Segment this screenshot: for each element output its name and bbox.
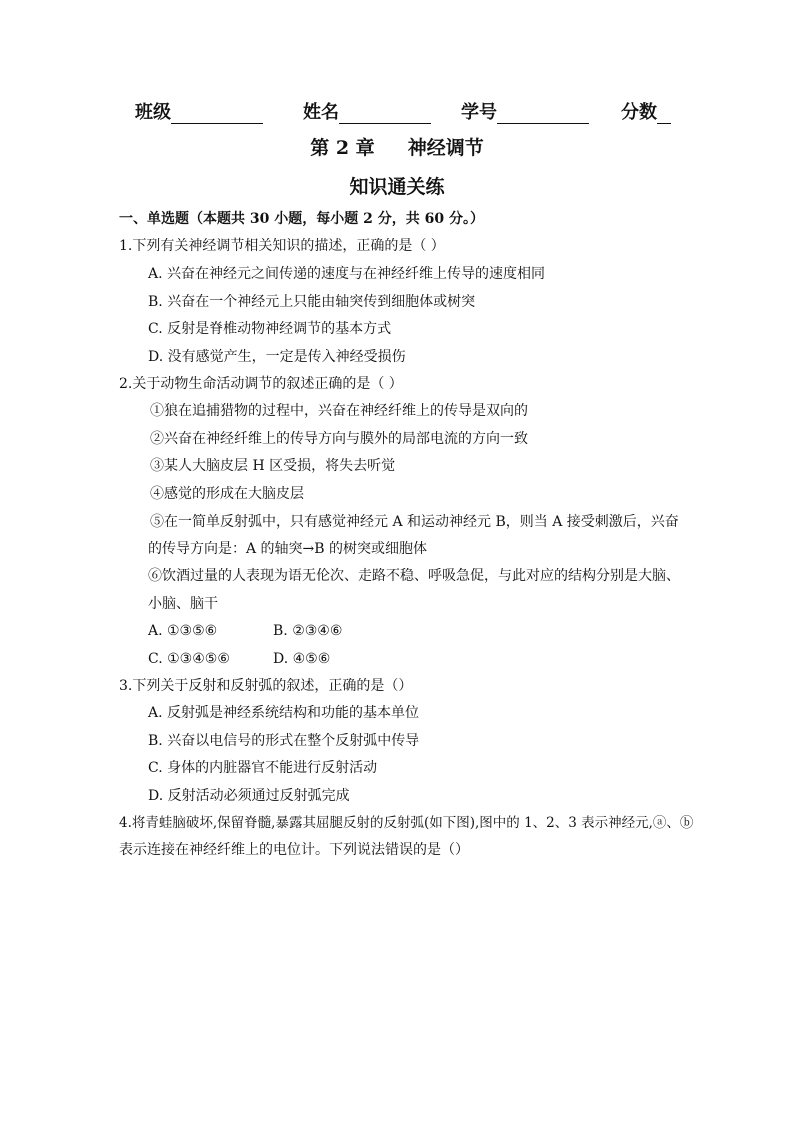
question-4-stem-line-2: 表示连接在神经纤维上的电位计。下列说法错误的是（） — [119, 842, 469, 858]
name-blank[interactable] — [339, 105, 431, 124]
question-1-stem: 1.下列有关神经调节相关知识的描述，正确的是（ ） — [119, 238, 445, 254]
q1-option-a[interactable]: A. 兴奋在神经元之间传递的速度与在神经纤维上传导的速度相同 — [148, 266, 546, 282]
name-field[interactable] — [303, 98, 431, 124]
q2-statement-6: ⑥饮酒过量的人表现为语无伦次、走路不稳、呼吸急促，与此对应的结构分别是大脑、 — [148, 568, 680, 584]
q1-option-c[interactable]: C. 反射是脊椎动物神经调节的基本方式 — [148, 321, 392, 337]
exercise-subtitle: 知识通关练 — [349, 176, 445, 198]
name-label: 姓名 — [303, 102, 339, 123]
q2-option-b[interactable]: B. ②③④⑥ — [273, 623, 343, 639]
q2-option-c[interactable]: C. ①③④⑤⑥ — [148, 651, 230, 667]
q2-option-a[interactable]: A. ①③⑤⑥ — [148, 623, 218, 639]
class-label: 班级 — [135, 102, 171, 123]
q2-option-d[interactable]: D. ④⑤⑥ — [273, 651, 331, 667]
question-3-stem: 3.下列关于反射和反射弧的叙述，正确的是（） — [119, 678, 413, 694]
id-label: 学号 — [461, 102, 497, 123]
q3-option-d[interactable]: D. 反射活动必须通过反射弧完成 — [148, 788, 350, 804]
q1-option-d[interactable]: D. 没有感觉产生，一定是传入神经受损伤 — [148, 349, 406, 365]
q2-statement-6-cont: 小脑、脑干 — [148, 596, 218, 612]
q2-statement-5-cont: 的传导方向是：A 的轴突→B 的树突或细胞体 — [148, 541, 428, 557]
score-label: 分数 — [621, 102, 657, 123]
q3-option-a[interactable]: A. 反射弧是神经系统结构和功能的基本单位 — [148, 705, 420, 721]
question-4-stem-line-1: 4.将青蛙脑破坏,保留脊髓,暴露其屈腿反射的反射弧(如下图),图中的 1、2、3 表示神经元,ⓐ、ⓑ — [119, 815, 694, 831]
score-blank[interactable] — [657, 105, 671, 124]
q2-statement-4: ④感觉的形成在大脑皮层 — [150, 486, 304, 502]
class-blank[interactable] — [171, 105, 263, 124]
q1-option-b[interactable]: B. 兴奋在一个神经元上只能由轴突传到细胞体或树突 — [148, 294, 476, 310]
score-field[interactable] — [621, 98, 671, 124]
q2-statement-1: ①狼在追捕猎物的过程中，兴奋在神经纤维上的传导是双向的 — [150, 403, 528, 419]
q3-option-b[interactable]: B. 兴奋以电信号的形式在整个反射弧中传导 — [148, 733, 420, 749]
student-info-header — [135, 98, 680, 124]
section-heading: 一、单选题（本题共 30 小题，每小题 2 分，共 60 分。） — [119, 211, 484, 227]
class-field[interactable] — [135, 98, 263, 124]
q2-statement-3: ③某人大脑皮层 H 区受损，将失去听觉 — [150, 458, 396, 474]
q3-option-c[interactable]: C. 身体的内脏器官不能进行反射活动 — [148, 760, 378, 776]
id-field[interactable] — [461, 98, 589, 124]
chapter-title: 第 2 章 神经调节 — [310, 137, 484, 159]
q2-statement-5: ⑤在一简单反射弧中，只有感觉神经元 A 和运动神经元 B，则当 A 接受刺激后，兴奋 — [150, 514, 679, 530]
q2-statement-2: ②兴奋在神经纤维上的传导方向与膜外的局部电流的方向一致 — [150, 431, 528, 447]
id-blank[interactable] — [497, 105, 589, 124]
question-2-stem: 2.关于动物生命活动调节的叙述正确的是（ ） — [119, 376, 403, 392]
